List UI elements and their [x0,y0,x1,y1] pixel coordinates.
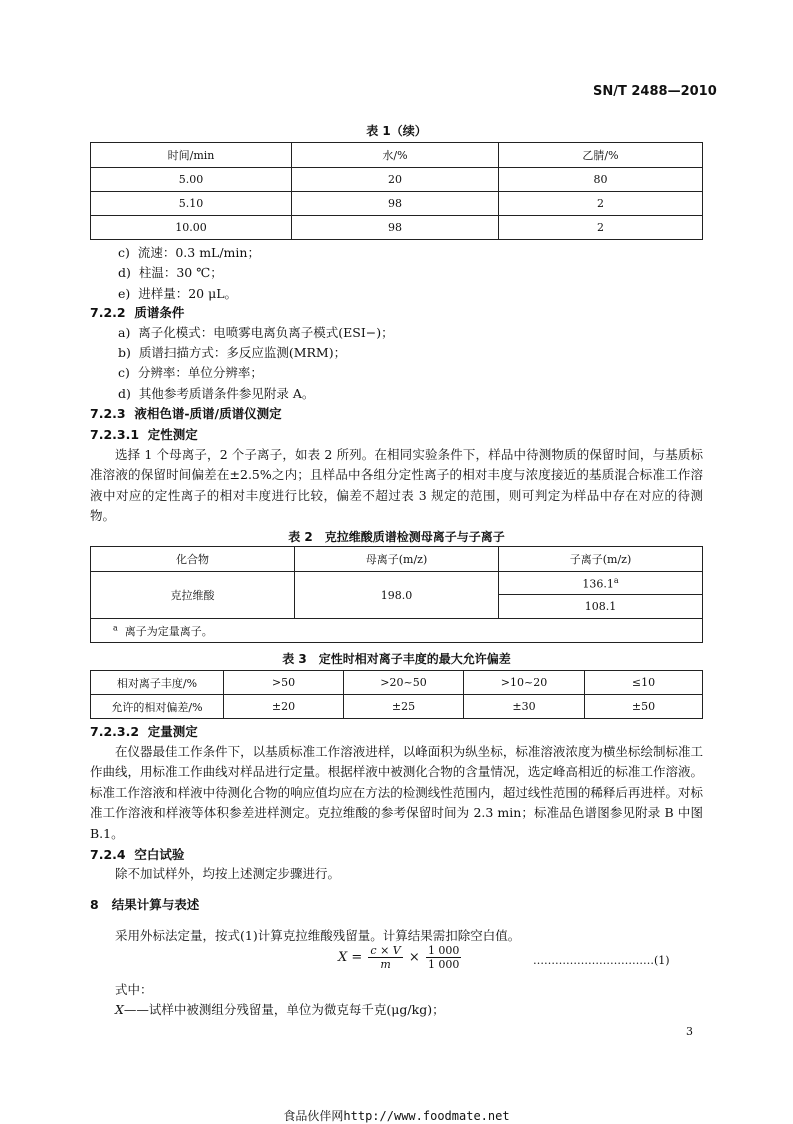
list-mark: a) [118,325,131,340]
list-mark: c) [118,365,130,380]
table1-cell: 2 [499,216,703,240]
table1-cell: 98 [292,192,499,216]
footer-watermark: 食品伙伴网http://www.foodmate.net [283,1109,510,1123]
list-item [118,323,394,343]
list-text: 流速：0.3 mL/min； [137,245,260,260]
where-label: 式中： [115,982,153,997]
list-item [118,384,314,404]
section-heading [90,845,184,863]
table2-header-cell: 化合物 [91,547,295,572]
list-item [118,284,237,304]
list-text: 质谱扫描方式：多反应监测(MRM)； [138,345,347,360]
table3-row-label: 相对离子丰度/% [91,671,224,695]
list-item [118,243,260,263]
formula-lhs: X = [338,950,363,965]
table1-cell: 10.00 [91,216,292,240]
table3-cell: ≤10 [585,671,703,695]
table1-header-row [91,143,703,168]
list-text: 分辨率：单位分辨率； [137,365,263,380]
fraction-denominator: 1 000 [427,958,460,971]
section-title: 结果计算与表述 [111,897,200,912]
table1-cell: 98 [292,216,499,240]
equation-reference: ……………………………(1) [533,954,670,967]
formula-fraction [368,944,402,971]
list-mark: d) [118,265,131,280]
table1-cell: 80 [499,168,703,192]
table-row [91,671,703,695]
paragraph-blank-test: 除不加试样外，均按上述测定步骤进行。 [115,866,341,881]
variable-symbol: X [115,1002,124,1017]
fraction-numerator: c × V [370,944,401,957]
daughter-ion-value: 136.1 [582,577,614,591]
list-text: 其他参考质谱条件参见附录 A。 [138,386,315,401]
section-title: 空白试验 [134,847,185,862]
section-number: 7.2.3 [90,406,126,421]
table3-row-label: 允许的相对偏差/% [91,695,224,719]
footnote-marker: a [613,575,619,585]
table3-cell: ±30 [464,695,585,719]
footnote-text: 离子为定量离子。 [124,624,213,638]
table1-header-cell: 水/% [292,143,499,168]
table1-cell: 5.00 [91,168,292,192]
table3-cell: ±20 [224,695,344,719]
table1-cell: 2 [499,192,703,216]
table3-cell: ±25 [344,695,464,719]
section-title: 定性测定 [147,427,198,442]
table-row [91,192,703,216]
section-heading [90,303,184,321]
table2-header-row [91,547,703,572]
standard-number: SN/T 2488—2010 [593,84,717,99]
table1 [90,142,703,240]
section-number: 7.2.4 [90,847,126,862]
list-mark: b) [118,345,131,360]
section-number: 7.2.2 [90,305,126,320]
table2-daughter-cell [499,572,703,595]
footnote-marker: a [113,622,118,632]
table2 [90,546,703,643]
table3-caption: 表 3 定性时相对离子丰度的最大允许偏差 [282,652,511,666]
table2-parent-cell: 198.0 [295,572,499,619]
table2-header-cell: 子离子(m/z) [499,547,703,572]
table2-caption: 表 2 克拉维酸质谱检测母离子与子离子 [288,530,505,544]
fraction-numerator: 1 000 [427,944,460,957]
list-item [118,343,346,363]
table1-header-cell: 时间/min [91,143,292,168]
table-row [91,695,703,719]
section-number: 7.2.3.2 [90,724,140,739]
table1-header-cell: 乙腈/% [499,143,703,168]
list-text: 进样量：20 μL。 [138,286,238,301]
paragraph-quantitative: 在仪器最佳工作条件下，以基质标准工作溶液进样，以峰面积为纵坐标，标准溶液浓度为横坐标绘制标准工作曲线，用标准工作曲线对样品进行定量。根据样液中被测化合物的含量情况，选定峰高相近的标准工作溶液。标准工作溶液和样液中待测化合物的响应值均应在方法的检测线性范围内，超过线性范围的稀释后再进样。对标准工作溶液和样液等体积参差进样测定。克拉维酸的参考保留时间为 2.3 min；标准品色谱图参见附录 B 中图 B.1。 [90,744,703,841]
section-number: 8 [90,897,99,912]
paragraph-qualitative: 选择 1 个母离子，2 个子离子，如表 2 所列。在相同实验条件下，样品中待测物质的保留时间，与基质标准溶液的保留时间偏差在±2.5%之内；且样品中各组分定性离子的相对丰度与浓度接近的基质混合标准工作溶液中对应的定性离子的相对丰度进行比较，偏差不超过表 3 规定的范围，则可判定为样品中存在对应的待测物。 [90,447,703,524]
section-title: 液相色谱-质谱/质谱仪测定 [134,406,282,421]
variable-definition [115,1000,445,1020]
list-item [118,363,263,383]
variable-text: ——试样中被测组分残留量，单位为微克每千克(μg/kg)； [123,1002,445,1017]
list-mark: e) [118,286,131,301]
list-item [118,263,223,283]
list-text: 离子化模式：电喷雾电离负离子模式(ESI−)； [138,325,394,340]
table3-cell: >50 [224,671,344,695]
list-mark: c) [118,245,130,260]
fraction-denominator: m [380,958,391,971]
section-heading [90,722,198,740]
table2-header-cell: 母离子(m/z) [295,547,499,572]
table1-caption: 表 1（续） [366,124,427,138]
table3-cell: >10~20 [464,671,585,695]
section-title: 定量测定 [147,724,198,739]
list-mark: d) [118,386,131,401]
section-heading [90,895,199,913]
formula [338,944,463,971]
section-heading [90,404,282,422]
table2-note-row [91,619,703,643]
table-row [91,168,703,192]
paragraph-calculation: 采用外标法定量，按式(1)计算克拉维酸残留量。计算结果需扣除空白值。 [115,928,521,943]
table1-cell: 20 [292,168,499,192]
section-heading [90,425,198,443]
formula-fraction [426,944,462,971]
table2-daughter-cell: 108.1 [499,595,703,619]
table3 [90,670,703,719]
table2-note [91,619,703,643]
list-text: 柱温：30 ℃； [138,265,223,280]
table-row [91,216,703,240]
times-sign: × [408,950,420,965]
table3-cell: ±50 [585,695,703,719]
table2-compound-cell: 克拉维酸 [91,572,295,619]
section-title: 质谱条件 [134,305,185,320]
table-row [91,572,703,595]
page-number: 3 [686,1025,693,1038]
section-number: 7.2.3.1 [90,427,140,442]
table1-cell: 5.10 [91,192,292,216]
table3-cell: >20~50 [344,671,464,695]
